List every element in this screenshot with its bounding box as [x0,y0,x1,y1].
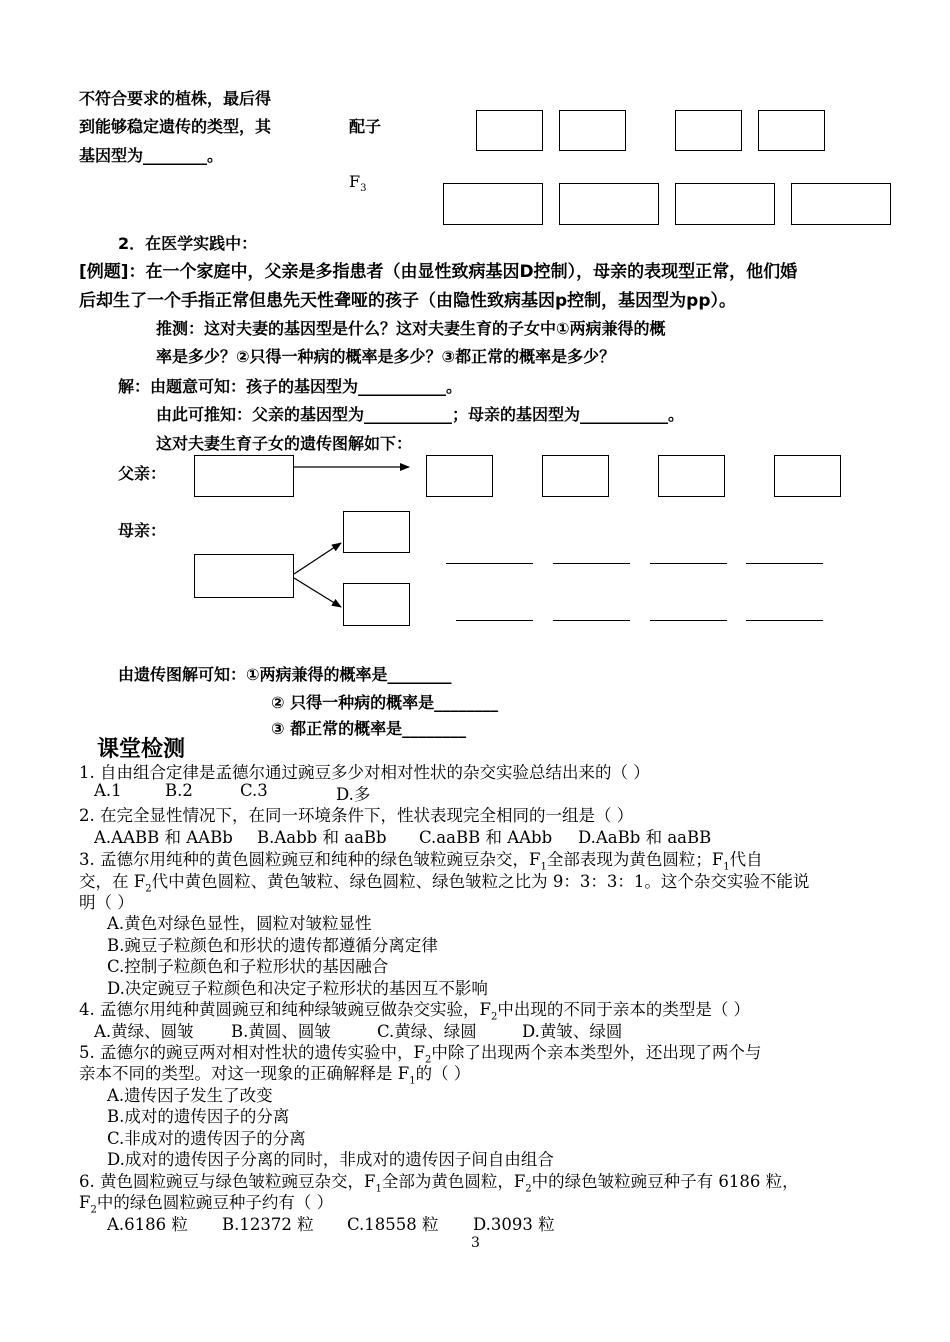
option: B.豌豆子粒颜色和形状的遗传都遵循分离定律 [107,936,438,955]
text-line: 到能够稳定遗传的类型，其 [79,117,272,136]
result-line: ② 只得一种病的概率是________ [271,693,499,712]
option: D.成对的遗传因子分离的同时，非成对的遗传因子间自由组合 [107,1150,554,1169]
result-line: 由遗传图解可知：①两病兼得的概率是________ [118,665,452,684]
blank-line [650,563,727,564]
option: B.黄圆、圆皱 [231,1022,331,1041]
mother-label: 母亲： [118,521,167,540]
mother-arrow-down [294,578,341,607]
solution-line: 由此可推知：父亲的基因型为___________；母亲的基因型为___________。 [156,405,685,424]
quiz-title: 课堂检测 [97,737,186,762]
question-1: 1. 自由组合定律是孟德尔通过豌豆多少对相对性状的杂交实验总结出来的（ ） [79,763,650,782]
blank-line [650,620,727,621]
option: A.6186 粒 [107,1215,188,1234]
question-2: 2. 在完全显性情况下，在同一环境条件下，性状表现完全相同的一组是（ ） [79,806,634,825]
infer-line: 率是多少？②只得一种病的概率是多少？③都正常的概率是多少？ [156,347,616,366]
question-5-cont: 亲本不同的类型。对这一现象的正确解释是 $F_1$的（ ） [79,1064,471,1087]
option: B.12372 粒 [222,1215,314,1234]
question-5: 5. 孟德尔的豌豆两对相对性状的遗传实验中，$F_2$中除了出现两个亲本类型外，还出现了两个与 [79,1043,762,1066]
text-line: 基因型为________。 [79,146,224,165]
option: A.黄绿、圆皱 [94,1022,194,1041]
blank-line [746,620,823,621]
option: B.Aabb 和 aaBb [257,828,387,847]
f3-label: $F_3$ [349,172,367,195]
option: A.AABB 和 AABb [94,828,233,847]
option: D.黄皱、绿圆 [522,1022,623,1041]
option: B.成对的遗传因子的分离 [107,1107,290,1126]
solution-line: 这对夫妻生育子女的遗传图解如下： [156,434,413,453]
option: C.3 [240,781,268,800]
option: D.多 [336,785,371,804]
blank-line [446,563,533,564]
blank-line [553,563,630,564]
option: C.控制子粒颜色和子粒形状的基因融合 [107,957,389,976]
option: C.18558 粒 [347,1215,439,1234]
page-number: 3 [471,1235,480,1251]
infer-line: 推测：这对夫妻的基因型是什么？这对夫妻生育的子女中①两病兼得的概 [156,319,666,338]
gamete-label: 配子 [349,117,382,136]
option: A.1 [94,781,122,800]
mother-arrow-up [294,543,341,574]
section-heading: 2．在医学实践中： [118,234,258,253]
option: C.aaBB 和 AAbb [419,828,553,847]
example-line: 后却生了一个手指正常但患先天性聋哑的孩子（由隐性致病基因p控制，基因型为pp）。 [79,291,737,311]
example-line: [例题]：在一个家庭中，父亲是多指患者（由显性致病基因D控制），母亲的表现型正常，他们婚 [79,262,798,282]
question-3-cont: 明（ ） [79,893,134,912]
option: C.非成对的遗传因子的分离 [107,1129,306,1148]
question-6: 6. 黄色圆粒豌豆与绿色皱粒豌豆杂交，$F_1$全部为黄色圆粒，$F_2$中的绿色皱粒豌豆种子有 6186 粒， [79,1172,799,1195]
blank-line [746,563,823,564]
option: A.遗传因子发生了改变 [107,1086,273,1105]
result-line: ③ 都正常的概率是________ [271,719,467,738]
option: D.3093 粒 [473,1215,555,1234]
option: D.AaBb 和 aaBB [578,828,712,847]
question-4: 4. 孟德尔用纯种黄圆豌豆和纯种绿皱豌豆做杂交实验，$F_2$中出现的不同于亲本的类型是（ ） [79,1000,751,1023]
solution-line: 解：由题意可知：孩子的基因型为___________。 [118,377,463,396]
blank-line [553,620,630,621]
option: A.黄色对绿色显性，圆粒对皱粒显性 [107,914,372,933]
blank-line [456,620,533,621]
option: D.决定豌豆子粒颜色和决定子粒形状的基因互不影响 [107,979,488,998]
option: C.黄绿、绿圆 [377,1022,477,1041]
option: B.2 [165,781,193,800]
text-line: 不符合要求的植株，最后得 [79,89,272,108]
question-3-cont: 交，在 $F_2$代中黄色圆粒、黄色皱粒、绿色圆粒、绿色皱粒之比为 9：3：3：1。这个杂交实验不能说 [79,872,810,895]
question-6-cont: $F_2$中的绿色圆粒豌豆种子约有（ ） [79,1193,334,1216]
question-3: 3. 孟德尔用纯种的黄色圆粒豌豆和纯种的绿色皱粒豌豆杂交，$F_1$全部表现为黄色圆粒；$F_1$代自 [79,850,763,873]
father-label: 父亲： [118,464,167,483]
